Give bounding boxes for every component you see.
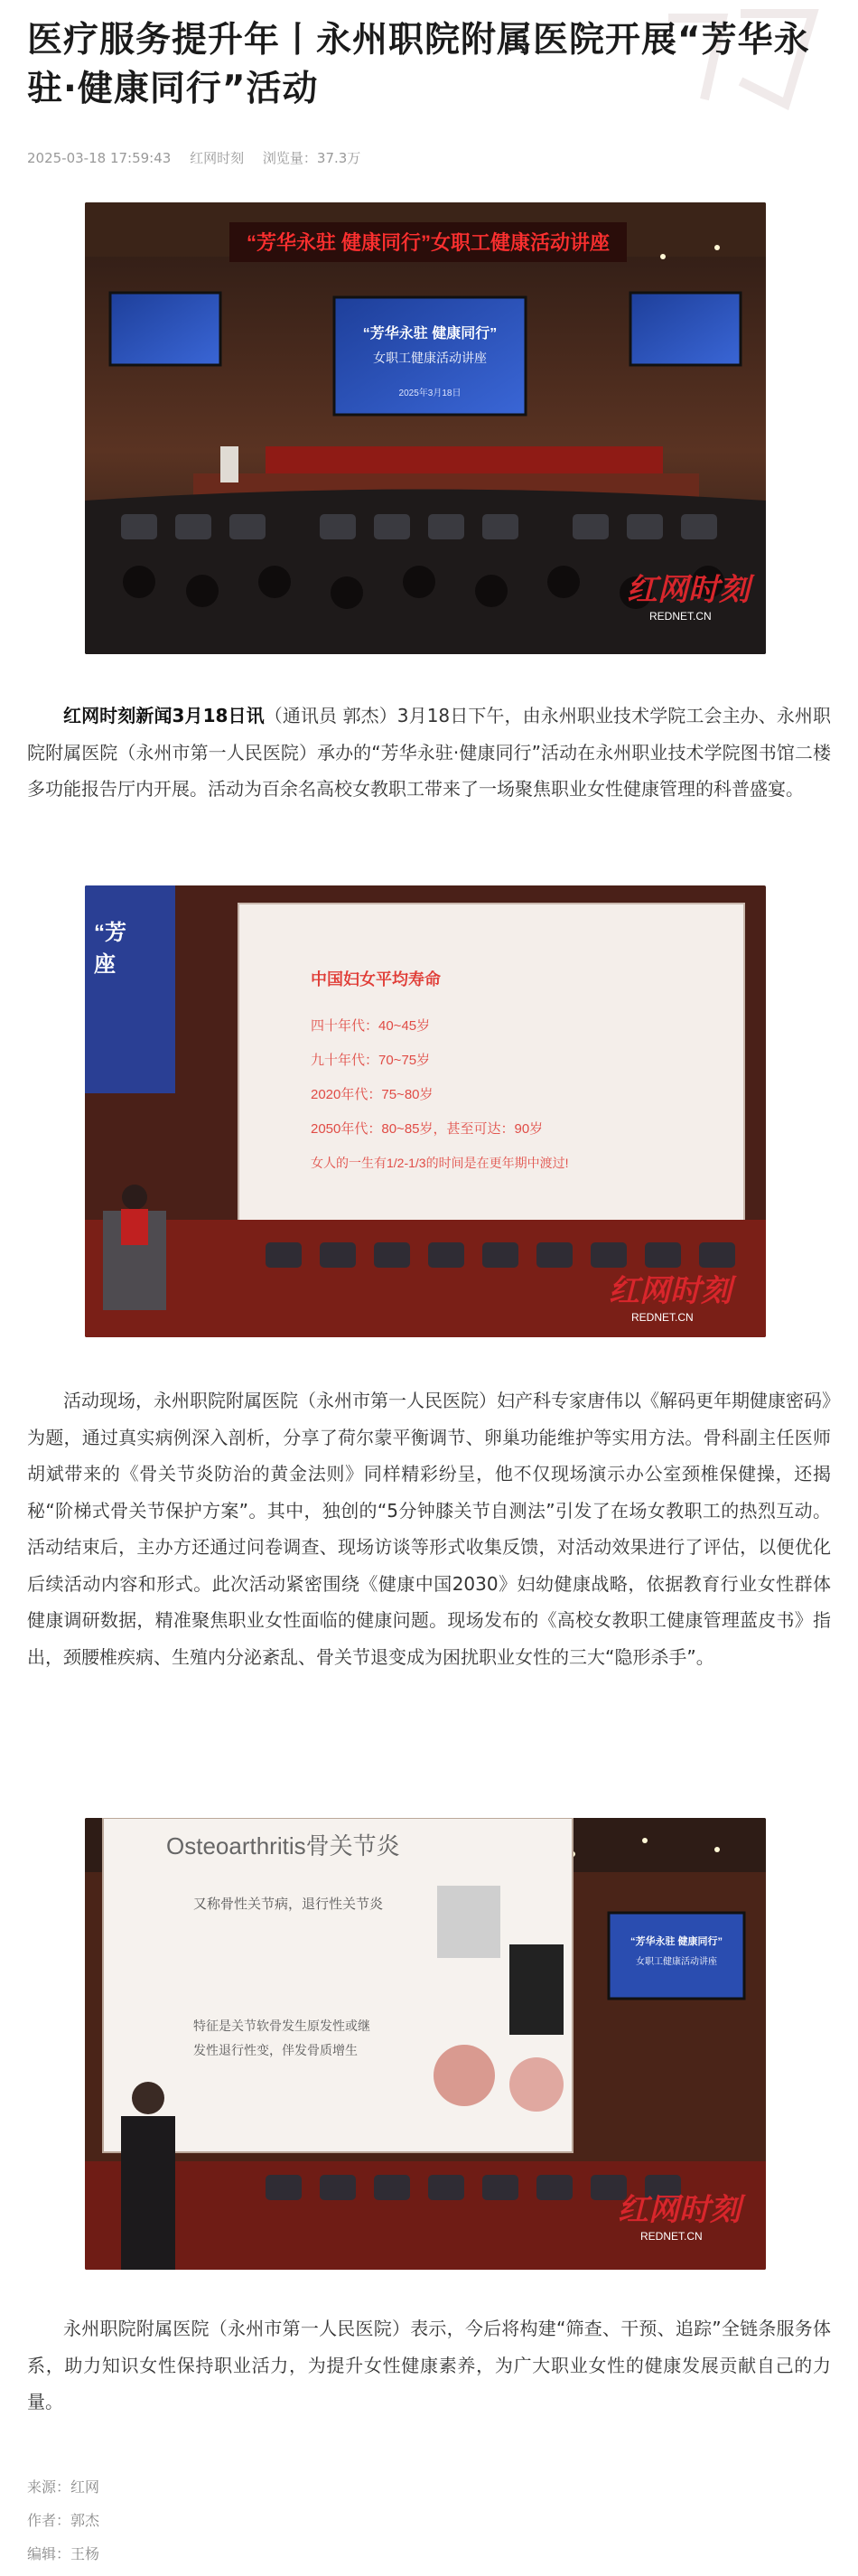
- photo3-brand-mark: 红网时刻: [618, 2193, 741, 2227]
- photo3-screen-subtitle: 女职工健康活动讲座: [636, 1957, 717, 1967]
- article-photo-3: [85, 1818, 766, 2270]
- photo2-slide-item-3: 2020年代：75~80岁: [311, 1087, 434, 1102]
- source-label: 红网时刻: [190, 150, 245, 166]
- article-photo-2: [85, 885, 766, 1337]
- photo1-brand-mark: 红网时刻: [627, 573, 750, 607]
- article-title: 医疗服务提升年丨永州职院附属医院开展“芳华永驻·健康同行”活动: [27, 20, 810, 109]
- photo2-brand-url: REDNET.CN: [631, 1311, 694, 1324]
- footer-source: 来源：红网: [27, 2478, 100, 2496]
- article-photo-1: [85, 202, 766, 654]
- photo2-slide-title: 中国妇女平均寿命: [311, 970, 441, 988]
- lead-dateline: 红网时刻新闻3月18日讯: [63, 705, 265, 726]
- paragraph-3: 永州职院附属医院（永州市第一人民医院）表示，今后将构建“筛查、干预、追踪”全链条服务体系，助力知识女性保持职业活力，为提升女性健康素养，为广大职业女性的健康发展贡献自己的力量。: [27, 2318, 831, 2412]
- photo3-screen-title: “芳华永驻 健康同行”: [630, 1936, 723, 1947]
- photo1-screen-title: “芳华永驻 健康同行”: [362, 326, 498, 342]
- photo1-banner: “芳华永驻 健康同行”女职工健康活动讲座: [246, 231, 611, 254]
- view-count: 浏览量：37.3万: [262, 150, 361, 166]
- photo3-slide-line-3: 发性退行性变，伴发骨质增生: [193, 2045, 358, 2058]
- photo3-slide-title: Osteoarthritis骨关节炎: [166, 1832, 400, 1859]
- photo2-slide-item-4: 2050年代：80~85岁，甚至可达：90岁: [311, 1121, 544, 1137]
- photo3-brand-url: REDNET.CN: [640, 2230, 703, 2243]
- photo1-screen-subtitle: 女职工健康活动讲座: [373, 351, 487, 365]
- article-meta: [27, 148, 375, 167]
- photo2-slide-item-1: 四十年代：40~45岁: [311, 1018, 431, 1034]
- photo2-slide-note: 女人的一生有1/2-1/3的时间是在更年期中渡过!: [311, 1156, 569, 1170]
- photo2-slide-item-2: 九十年代：70~75岁: [311, 1053, 431, 1068]
- photo1-brand-url: REDNET.CN: [649, 610, 712, 623]
- paragraph-2: 活动现场，永州职院附属医院（永州市第一人民医院）妇产科专家唐伟以《解码更年期健康密码》为题，通过真实病例深入剖析，分享了荷尔蒙平衡调节、卵巢功能维护等实用方法。骨科副主任医师胡斌带来的《骨关节炎防治的黄金法则》同样精彩纷呈，他不仅现场演示办公室颈椎保健操，还揭秘“阶梯式骨关节保护方案”。其中，独创的“5分钟膝关节自测法”引发了在场女教职工的热烈互动。活动结束后，主办方还通过问卷调查、现场访谈等形式收集反馈，对活动效果进行了评估，以便优化后续活动内容和形式。此次活动紧密围绕《健康中国2030》妇幼健康战略，依据教育行业女性群体健康调研数据，精准聚焦职业女性面临的健康问题。现场发布的《高校女教职工健康管理蓝皮书》指出，颈腰椎疾病、生殖内分泌紊乱、骨关节退变成为困扰职业女性的三大“隐形杀手”。: [27, 1390, 831, 1668]
- publish-datetime: 2025-03-18 17:59:43: [27, 150, 172, 166]
- photo3-slide-line-2: 特征是关节软骨发生原发性或继: [193, 2020, 370, 2034]
- footer-author: 作者：郭杰: [27, 2512, 100, 2529]
- photo2-screen-left: “芳: [94, 921, 126, 945]
- paragraph-1: [27, 698, 831, 808]
- svg-text:座: 座: [94, 952, 116, 977]
- paragraph-1-body: （通讯员 郭杰）3月18日下午，由永州职业技术学院工会主办、永州职院附属医院（永州市第一人民医院）承办的“芳华永驻·健康同行”活动在永州职业技术学院图书馆二楼多功能报告厅内开展。活动为百余名高校女教职工带来了一场聚焦职业女性健康管理的科普盛宴。: [27, 705, 832, 800]
- photo2-brand-mark: 红网时刻: [609, 1274, 732, 1308]
- photo1-screen-date: 2025年3月18日: [398, 389, 462, 398]
- photo3-slide-line-1: 又称骨性关节病，退行性关节炎: [193, 1897, 384, 1912]
- footer-editor: 编辑：王杨: [27, 2545, 100, 2562]
